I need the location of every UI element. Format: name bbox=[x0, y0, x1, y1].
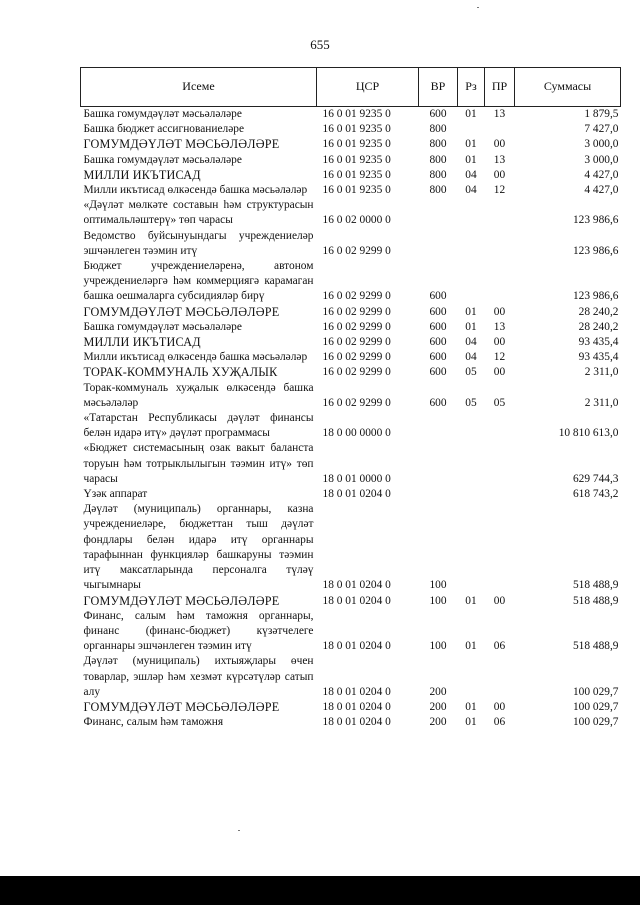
cell-pr: 06 bbox=[493, 640, 506, 653]
cell-vr: 800 bbox=[429, 153, 447, 166]
cell-vr: 800 bbox=[429, 138, 447, 151]
cell-csr: 16 0 02 9299 0 bbox=[322, 320, 391, 333]
table-row bbox=[81, 168, 621, 183]
cell-vr: 600 bbox=[429, 290, 447, 303]
cell-rz bbox=[458, 411, 485, 441]
cell-rz: 01 bbox=[465, 153, 477, 166]
cell-vr: 200 bbox=[429, 700, 447, 713]
cell-sum: 10 810 613,0 bbox=[558, 427, 619, 440]
table-row bbox=[81, 137, 621, 152]
cell-sum: 1 879,5 bbox=[584, 108, 619, 120]
cell-sum: 28 240,2 bbox=[578, 320, 619, 333]
cell-name: Башка бюджет ассигнованиеләре bbox=[83, 123, 245, 136]
cell-name: Башка гомумдәүләт мәсьәләләре bbox=[83, 108, 242, 120]
cell-name: ГОМУМДӘҮЛӘТ МӘСЬӘЛӘЛӘРЕ bbox=[83, 593, 280, 608]
cell-rz bbox=[458, 487, 485, 502]
cell-pr: 00 bbox=[493, 366, 506, 379]
cell-name: МИЛЛИ ИКЪТИСАД bbox=[83, 335, 201, 350]
cell-vr: 800 bbox=[429, 123, 447, 136]
cell-rz: 01 bbox=[465, 320, 477, 333]
cell-sum: 2 311,0 bbox=[584, 366, 619, 379]
cell-csr: 16 0 02 0000 0 bbox=[322, 214, 391, 227]
cell-name: ГОМУМДӘҮЛӘТ МӘСЬӘЛӘЛӘРЕ bbox=[83, 137, 280, 152]
cell-vr: 200 bbox=[429, 685, 447, 698]
cell-name: «Дәүләт мөлкәте составын һәм структурасын оптимальләштерү» төп чарасы bbox=[83, 199, 314, 227]
header-rz: Рз bbox=[458, 68, 485, 107]
cell-name: Торак-коммуналь хуҗалык өлкәсендә башка мәсьәләләр bbox=[83, 381, 314, 409]
table-row bbox=[81, 229, 621, 259]
table-row bbox=[81, 122, 621, 137]
cell-name: МИЛЛИ ИКЪТИСАД bbox=[83, 167, 201, 182]
table-row bbox=[81, 700, 621, 715]
header-csr: ЦСР bbox=[317, 68, 419, 107]
cell-vr bbox=[419, 487, 458, 502]
table-row bbox=[81, 411, 621, 441]
table-row bbox=[81, 320, 621, 335]
table-row bbox=[81, 594, 621, 609]
cell-csr: 16 0 01 9235 0 bbox=[322, 153, 391, 166]
cell-name: ТОРАК-КОММУНАЛЬ ХУҖАЛЫК bbox=[83, 365, 278, 380]
cell-vr: 800 bbox=[429, 168, 447, 181]
cell-name: Башка гомумдәүләт мәсьәләләре bbox=[83, 153, 242, 166]
table-row bbox=[81, 335, 621, 350]
cell-vr: 200 bbox=[429, 716, 447, 729]
cell-sum: 3 000,0 bbox=[584, 153, 619, 166]
cell-sum: 123 986,6 bbox=[572, 244, 619, 257]
cell-csr: 18 0 01 0204 0 bbox=[322, 488, 391, 501]
cell-vr: 600 bbox=[429, 396, 447, 409]
scan-speck bbox=[238, 830, 240, 831]
cell-csr: 18 0 01 0204 0 bbox=[322, 716, 391, 729]
table-row bbox=[81, 715, 621, 730]
cell-csr: 16 0 02 9299 0 bbox=[322, 366, 391, 379]
cell-pr: 12 bbox=[493, 184, 506, 197]
cell-rz: 01 bbox=[465, 640, 477, 653]
cell-sum: 123 986,6 bbox=[572, 214, 619, 227]
cell-vr bbox=[419, 411, 458, 441]
cell-csr: 16 0 01 9235 0 bbox=[322, 168, 391, 181]
cell-sum: 2 311,0 bbox=[584, 396, 619, 409]
cell-rz bbox=[458, 198, 485, 228]
cell-pr bbox=[485, 441, 515, 487]
cell-sum: 518 488,9 bbox=[572, 594, 619, 607]
table-row bbox=[81, 305, 621, 320]
cell-vr: 100 bbox=[429, 640, 447, 653]
header-vr: ВР bbox=[419, 68, 458, 107]
cell-rz bbox=[458, 654, 485, 700]
cell-vr: 100 bbox=[429, 579, 447, 592]
header-row bbox=[81, 68, 621, 107]
table-body bbox=[81, 107, 621, 731]
cell-vr: 600 bbox=[429, 336, 447, 349]
cell-sum: 93 435,4 bbox=[578, 351, 619, 364]
cell-name: «Татарстан Республикасы дәүләт финансы белән идарә итү» дәүләт программасы bbox=[83, 412, 314, 440]
header-sum: Суммасы bbox=[515, 68, 621, 107]
cell-name: Ведомство буйсынуындагы учреждениеләр эшчәнлеген тәэмин итү bbox=[83, 229, 314, 257]
cell-pr: 13 bbox=[493, 153, 506, 166]
cell-rz bbox=[458, 502, 485, 593]
cell-rz: 04 bbox=[465, 351, 477, 364]
cell-pr: 00 bbox=[493, 700, 506, 713]
cell-csr: 18 0 01 0204 0 bbox=[322, 640, 391, 653]
cell-sum: 4 427,0 bbox=[584, 168, 619, 181]
cell-name: Финанс, салым һәм таможня органнары, финанс (финанс-бюджет) күзәтчелеге органнары эшчәнлеген тәэмин итү bbox=[83, 609, 314, 653]
table-row bbox=[81, 198, 621, 228]
cell-pr: 00 bbox=[493, 336, 506, 349]
scan-speck bbox=[477, 7, 479, 8]
table-row bbox=[81, 365, 621, 380]
cell-csr: 18 0 01 0204 0 bbox=[322, 594, 391, 607]
cell-rz bbox=[458, 441, 485, 487]
cell-csr: 16 0 02 9299 0 bbox=[322, 351, 391, 364]
cell-pr: 13 bbox=[493, 320, 506, 333]
header-pr: ПР bbox=[485, 68, 515, 107]
table-row bbox=[81, 153, 621, 168]
cell-csr: 18 0 01 0204 0 bbox=[322, 700, 391, 713]
cell-vr bbox=[419, 229, 458, 259]
cell-sum: 7 427,0 bbox=[584, 123, 619, 136]
cell-pr: 00 bbox=[493, 138, 506, 151]
cell-sum: 629 744,3 bbox=[572, 472, 619, 485]
cell-sum: 518 488,9 bbox=[572, 640, 619, 653]
cell-rz bbox=[458, 122, 485, 137]
table-row bbox=[81, 381, 621, 411]
cell-sum: 100 029,7 bbox=[572, 700, 619, 713]
cell-rz: 05 bbox=[465, 396, 477, 409]
table-row bbox=[81, 609, 621, 655]
cell-pr bbox=[485, 259, 515, 305]
budget-table bbox=[80, 67, 621, 730]
cell-name: Дәүләт (муниципаль) ихтыяҗлары өчен товарлар, эшләр һәм хезмәт күрсәтүләр сатып алу bbox=[83, 655, 314, 698]
cell-csr: 18 0 01 0204 0 bbox=[322, 579, 391, 592]
cell-pr bbox=[485, 654, 515, 700]
cell-pr bbox=[485, 411, 515, 441]
cell-pr bbox=[485, 487, 515, 502]
cell-name: «Бюджет системасының озак вакыт баланста торуын һәм тотрыклылыгын тәэмин итү» төп чарасы bbox=[83, 442, 314, 485]
cell-sum: 28 240,2 bbox=[578, 305, 619, 318]
cell-csr: 16 0 01 9235 0 bbox=[322, 123, 391, 136]
cell-rz: 05 bbox=[465, 366, 477, 379]
cell-pr: 12 bbox=[493, 351, 506, 364]
cell-vr bbox=[419, 198, 458, 228]
cell-pr: 06 bbox=[493, 716, 506, 729]
table-row bbox=[81, 487, 621, 502]
cell-name: Милли икътисад өлкәсендә башка мәсьәләләр bbox=[83, 351, 308, 364]
cell-pr: 00 bbox=[493, 168, 506, 181]
cell-sum: 93 435,4 bbox=[578, 336, 619, 349]
cell-vr: 100 bbox=[429, 594, 447, 607]
cell-sum: 4 427,0 bbox=[584, 184, 619, 197]
table-row bbox=[81, 107, 621, 123]
table-row bbox=[81, 183, 621, 198]
cell-pr bbox=[485, 198, 515, 228]
cell-csr: 16 0 02 9299 0 bbox=[322, 305, 391, 318]
cell-name: Милли икътисад өлкәсендә башка мәсьәләләр bbox=[83, 184, 308, 197]
cell-pr bbox=[485, 229, 515, 259]
cell-sum: 518 488,9 bbox=[572, 579, 619, 592]
cell-pr: 05 bbox=[493, 396, 506, 409]
cell-csr: 16 0 02 9299 0 bbox=[322, 290, 391, 303]
cell-rz: 01 bbox=[465, 700, 477, 713]
cell-rz: 01 bbox=[465, 594, 477, 607]
cell-sum: 123 986,6 bbox=[572, 290, 619, 303]
cell-vr: 600 bbox=[429, 366, 447, 379]
cell-csr: 18 0 00 0000 0 bbox=[322, 427, 391, 440]
cell-sum: 100 029,7 bbox=[572, 716, 619, 729]
cell-rz bbox=[458, 229, 485, 259]
cell-name: Финанс, салым һәм таможня bbox=[83, 716, 224, 729]
cell-vr: 800 bbox=[429, 184, 447, 197]
header-name: Исеме bbox=[81, 68, 317, 107]
cell-pr: 00 bbox=[493, 305, 506, 318]
table-row bbox=[81, 259, 621, 305]
cell-sum: 618 743,2 bbox=[572, 488, 619, 501]
cell-vr: 600 bbox=[429, 108, 447, 120]
cell-rz: 04 bbox=[465, 168, 477, 181]
cell-vr bbox=[419, 441, 458, 487]
cell-name: Үзәк аппарат bbox=[83, 488, 148, 501]
table-row bbox=[81, 350, 621, 365]
cell-rz: 01 bbox=[465, 716, 477, 729]
cell-csr: 16 0 02 9299 0 bbox=[322, 396, 391, 409]
cell-name: ГОМУМДӘҮЛӘТ МӘСЬӘЛӘЛӘРЕ bbox=[83, 699, 280, 714]
cell-sum: 100 029,7 bbox=[572, 685, 619, 698]
cell-rz: 04 bbox=[465, 336, 477, 349]
cell-csr: 16 0 02 9299 0 bbox=[322, 336, 391, 349]
table-row bbox=[81, 654, 621, 700]
cell-csr: 16 0 01 9235 0 bbox=[322, 108, 391, 120]
cell-name: ГОМУМДӘҮЛӘТ МӘСЬӘЛӘЛӘРЕ bbox=[83, 304, 280, 319]
cell-sum: 3 000,0 bbox=[584, 138, 619, 151]
table-row bbox=[81, 441, 621, 487]
cell-vr: 600 bbox=[429, 320, 447, 333]
cell-rz: 01 bbox=[465, 305, 477, 318]
cell-csr: 18 0 01 0000 0 bbox=[322, 472, 391, 485]
cell-name: Башка гомумдәүләт мәсьәләләре bbox=[83, 320, 242, 333]
cell-pr: 00 bbox=[493, 594, 506, 607]
table-header bbox=[81, 68, 621, 107]
cell-csr: 16 0 02 9299 0 bbox=[322, 244, 391, 257]
cell-rz: 04 bbox=[465, 184, 477, 197]
scan-bottom-border bbox=[0, 876, 640, 905]
cell-vr: 600 bbox=[429, 305, 447, 318]
cell-csr: 16 0 01 9235 0 bbox=[322, 138, 391, 151]
cell-pr bbox=[485, 502, 515, 593]
cell-pr: 13 bbox=[493, 108, 506, 120]
cell-name: Бюджет учреждениеләренә, автоном учреждениеләргә һәм коммерциягә карамаган башка оешмаларга субсидияләр бирү bbox=[83, 260, 314, 303]
cell-rz: 01 bbox=[465, 108, 477, 120]
page-number: 655 bbox=[310, 37, 330, 52]
cell-csr: 18 0 01 0204 0 bbox=[322, 685, 391, 698]
cell-rz: 01 bbox=[465, 138, 477, 151]
cell-pr bbox=[485, 122, 515, 137]
cell-csr: 16 0 01 9235 0 bbox=[322, 184, 391, 197]
table-row bbox=[81, 502, 621, 593]
cell-vr: 600 bbox=[429, 351, 447, 364]
cell-rz bbox=[458, 259, 485, 305]
cell-name: Дәүләт (муниципаль) органнары, казна учреждениеләре, бюджеттан тыш дәүләт фондлары белән идарә итү органнары тарафыннан функцияләр башкаруны тәэмин итү максатларында персоналга түләү чыгымнары bbox=[83, 503, 314, 592]
